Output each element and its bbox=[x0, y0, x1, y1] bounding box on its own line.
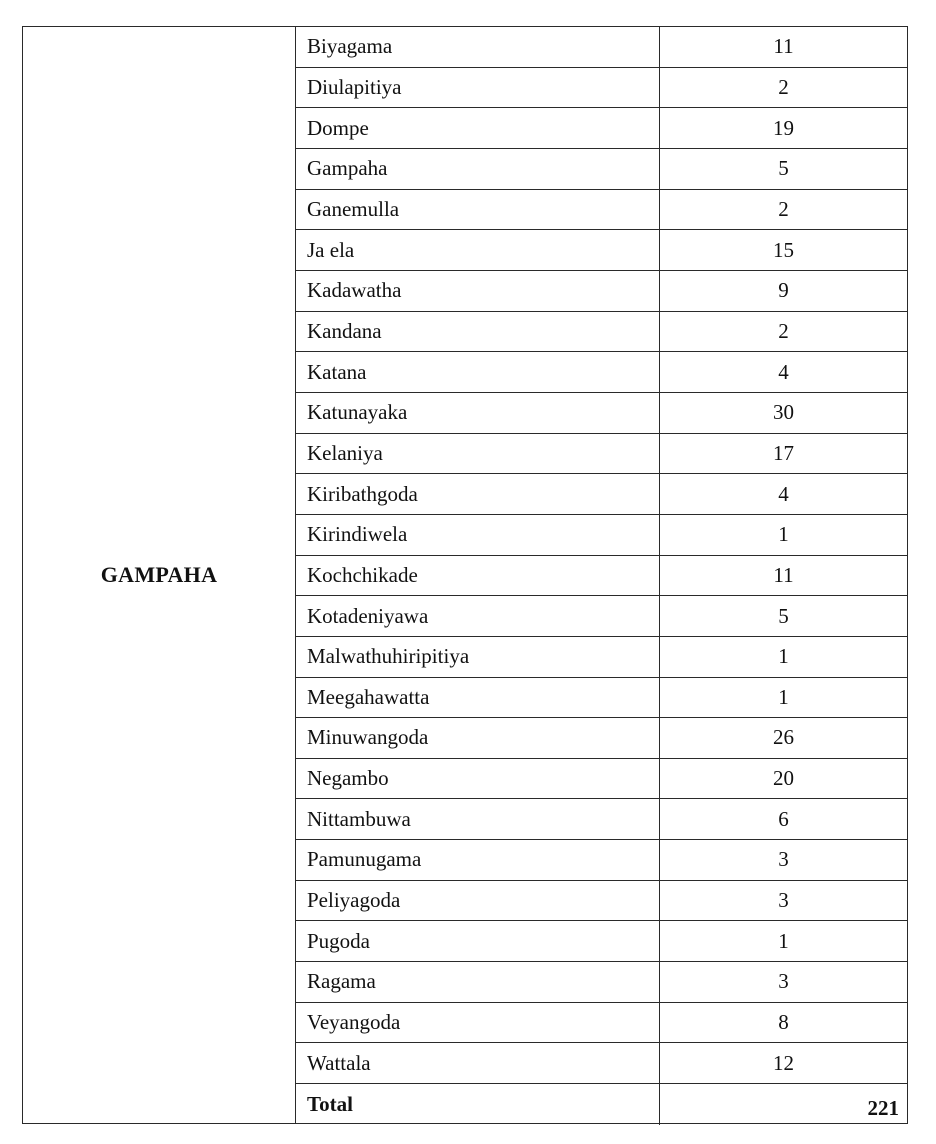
table-row bbox=[296, 921, 907, 962]
town-count: 2 bbox=[778, 74, 789, 99]
town-count: 5 bbox=[778, 156, 789, 181]
table-row bbox=[296, 799, 907, 840]
table-row bbox=[296, 759, 907, 800]
town-name: Diulapitiya bbox=[296, 68, 660, 108]
town-name: Negambo bbox=[296, 759, 660, 799]
town-count: 5 bbox=[778, 603, 789, 628]
town-count: 15 bbox=[773, 237, 794, 262]
total-row bbox=[296, 1084, 907, 1125]
table-row bbox=[296, 68, 907, 109]
town-name: Kandana bbox=[296, 312, 660, 352]
district-table bbox=[22, 26, 908, 1124]
table-row bbox=[296, 312, 907, 353]
town-count: 3 bbox=[778, 847, 789, 872]
table-row bbox=[296, 1003, 907, 1044]
table-row bbox=[296, 352, 907, 393]
town-count: 11 bbox=[773, 34, 794, 59]
table-row bbox=[296, 393, 907, 434]
town-name: Kotadeniyawa bbox=[296, 596, 660, 636]
table-row bbox=[296, 556, 907, 597]
town-name: Kelaniya bbox=[296, 434, 660, 474]
town-name: Nittambuwa bbox=[296, 799, 660, 839]
town-count: 11 bbox=[773, 562, 794, 587]
table-row bbox=[296, 108, 907, 149]
district-name: GAMPAHA bbox=[100, 562, 218, 587]
town-name: Minuwangoda bbox=[296, 718, 660, 758]
town-name: Kadawatha bbox=[296, 271, 660, 311]
table-row bbox=[296, 678, 907, 719]
table-row bbox=[296, 149, 907, 190]
table-row bbox=[296, 1043, 907, 1084]
town-count: 3 bbox=[778, 888, 789, 913]
table-row bbox=[296, 474, 907, 515]
town-name: Dompe bbox=[296, 108, 660, 148]
table-row bbox=[296, 881, 907, 922]
town-count: 1 bbox=[778, 928, 789, 953]
town-count: 2 bbox=[778, 196, 789, 221]
town-count: 1 bbox=[778, 522, 789, 547]
table-row bbox=[296, 596, 907, 637]
town-name: Gampaha bbox=[296, 149, 660, 189]
town-name: Peliyagoda bbox=[296, 881, 660, 921]
town-count: 3 bbox=[778, 969, 789, 994]
district-cell bbox=[23, 27, 296, 1123]
town-name: Ja ela bbox=[296, 230, 660, 270]
town-count: 9 bbox=[778, 278, 789, 303]
town-count: 6 bbox=[778, 806, 789, 831]
table-row bbox=[296, 434, 907, 475]
town-name: Meegahawatta bbox=[296, 678, 660, 718]
town-name: Wattala bbox=[296, 1043, 660, 1083]
town-name: Katana bbox=[296, 352, 660, 392]
total-label: Total bbox=[296, 1084, 660, 1125]
town-count: 4 bbox=[778, 481, 789, 506]
town-name: Malwathuhiripitiya bbox=[296, 637, 660, 677]
town-count: 20 bbox=[773, 766, 794, 791]
town-name: Pamunugama bbox=[296, 840, 660, 880]
table-rows bbox=[296, 27, 907, 1123]
town-count: 12 bbox=[773, 1050, 794, 1075]
table-row bbox=[296, 230, 907, 271]
town-count: 4 bbox=[778, 359, 789, 384]
town-name: Biyagama bbox=[296, 27, 660, 67]
town-count: 1 bbox=[778, 684, 789, 709]
town-count: 19 bbox=[773, 115, 794, 140]
town-name: Ragama bbox=[296, 962, 660, 1002]
town-name: Katunayaka bbox=[296, 393, 660, 433]
town-name: Veyangoda bbox=[296, 1003, 660, 1043]
town-count: 8 bbox=[778, 1010, 789, 1035]
town-count: 17 bbox=[773, 440, 794, 465]
town-name: Kochchikade bbox=[296, 556, 660, 596]
town-name: Ganemulla bbox=[296, 190, 660, 230]
town-count: 26 bbox=[773, 725, 794, 750]
town-name: Kirindiwela bbox=[296, 515, 660, 555]
table-row bbox=[296, 190, 907, 231]
table-row bbox=[296, 515, 907, 556]
table-row bbox=[296, 637, 907, 678]
table-row bbox=[296, 27, 907, 68]
town-count: 1 bbox=[778, 644, 789, 669]
town-count: 30 bbox=[773, 400, 794, 425]
town-count: 2 bbox=[778, 318, 789, 343]
town-name: Kiribathgoda bbox=[296, 474, 660, 514]
total-value: 221 bbox=[867, 1095, 899, 1120]
table-row bbox=[296, 271, 907, 312]
table-row bbox=[296, 840, 907, 881]
table-row bbox=[296, 962, 907, 1003]
table-row bbox=[296, 718, 907, 759]
town-name: Pugoda bbox=[296, 921, 660, 961]
